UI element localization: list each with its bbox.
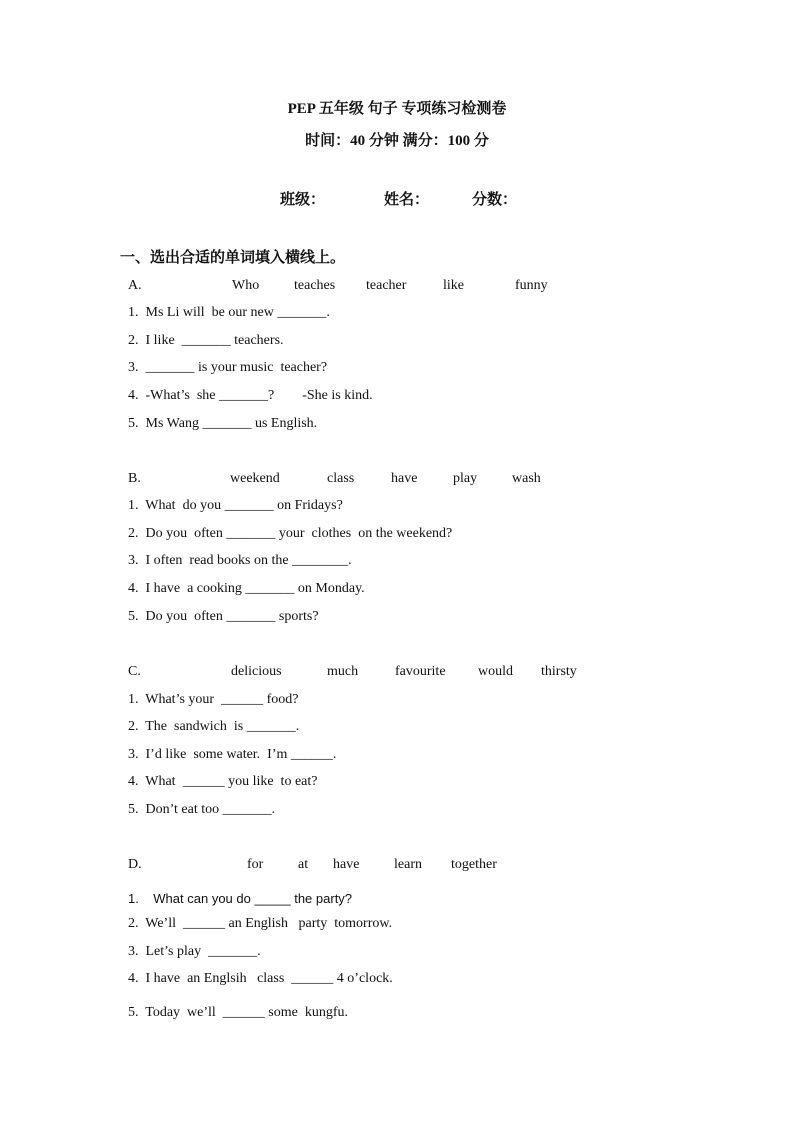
word-option: delicious — [231, 664, 282, 679]
group-label: D. — [128, 857, 142, 872]
group-label: B. — [128, 471, 141, 486]
question-item: 4. What ______ you like to eat? — [128, 774, 318, 789]
question-item: 1. Ms Li will be our new _______. — [128, 305, 330, 320]
class-label: 班级： — [280, 192, 326, 208]
word-option: learn — [394, 857, 422, 872]
question-item: 3. Let’s play _______. — [128, 944, 261, 959]
group-label: C. — [128, 664, 141, 679]
word-option: together — [451, 857, 497, 872]
word-option: wash — [512, 471, 541, 486]
word-option: Who — [232, 278, 260, 293]
question-item: 2. Do you often _______ your clothes on the weekend? — [128, 526, 453, 541]
exam-time-score: 时间：40 分钟 满分：100 分 — [305, 133, 489, 149]
word-option: weekend — [230, 471, 280, 486]
word-option: class — [327, 471, 355, 486]
page-title: PEP 五年级 句子 专项练习检测卷 — [287, 101, 507, 117]
score-label: 分数： — [472, 192, 518, 208]
question-item: 5. Do you often _______ sports? — [128, 609, 319, 624]
question-item: 2. We’ll ______ an English party tomorrow. — [128, 916, 393, 931]
question-item: 5. Ms Wang _______ us English. — [128, 416, 318, 431]
question-item: 5. Today we’ll ______ some kungfu. — [128, 1005, 349, 1020]
word-option: at — [298, 857, 309, 872]
word-option: much — [327, 664, 359, 679]
name-label: 姓名： — [384, 192, 430, 208]
word-option: like — [443, 278, 464, 293]
word-option: funny — [515, 278, 548, 293]
question-item: 3. _______ is your music teacher? — [128, 360, 328, 375]
group-label: A. — [128, 278, 142, 293]
question-item: 2. The sandwich is _______. — [128, 719, 300, 734]
word-option: thirsty — [541, 664, 577, 679]
word-option: play — [453, 471, 478, 486]
word-option: teaches — [294, 278, 336, 293]
word-option: have — [391, 471, 418, 486]
word-option: teacher — [366, 278, 407, 293]
question-item: 3. I’d like some water. I’m ______. — [128, 747, 337, 762]
question-item: 5. Don’t eat too _______. — [128, 802, 276, 817]
word-option: for — [247, 857, 264, 872]
question-item: 1. What do you _______ on Fridays? — [128, 498, 343, 513]
question-item: 4. I have a cooking _______ on Monday. — [128, 581, 365, 596]
section-heading: 一、选出合适的单词填入横线上。 — [120, 250, 346, 266]
question-item: 3. I often read books on the ________. — [128, 553, 352, 568]
question-item: 4. I have an Englsih class ______ 4 o’clock. — [128, 971, 393, 986]
question-item: 1. What’s your ______ food? — [128, 692, 299, 707]
word-option: have — [333, 857, 360, 872]
question-item: 1. What can you do _____ the party? — [128, 891, 353, 906]
question-item: 2. I like _______ teachers. — [128, 333, 284, 348]
word-option: would — [478, 664, 513, 679]
question-item: 4. -What’s she _______? -She is kind. — [128, 388, 373, 403]
word-option: favourite — [395, 664, 446, 679]
